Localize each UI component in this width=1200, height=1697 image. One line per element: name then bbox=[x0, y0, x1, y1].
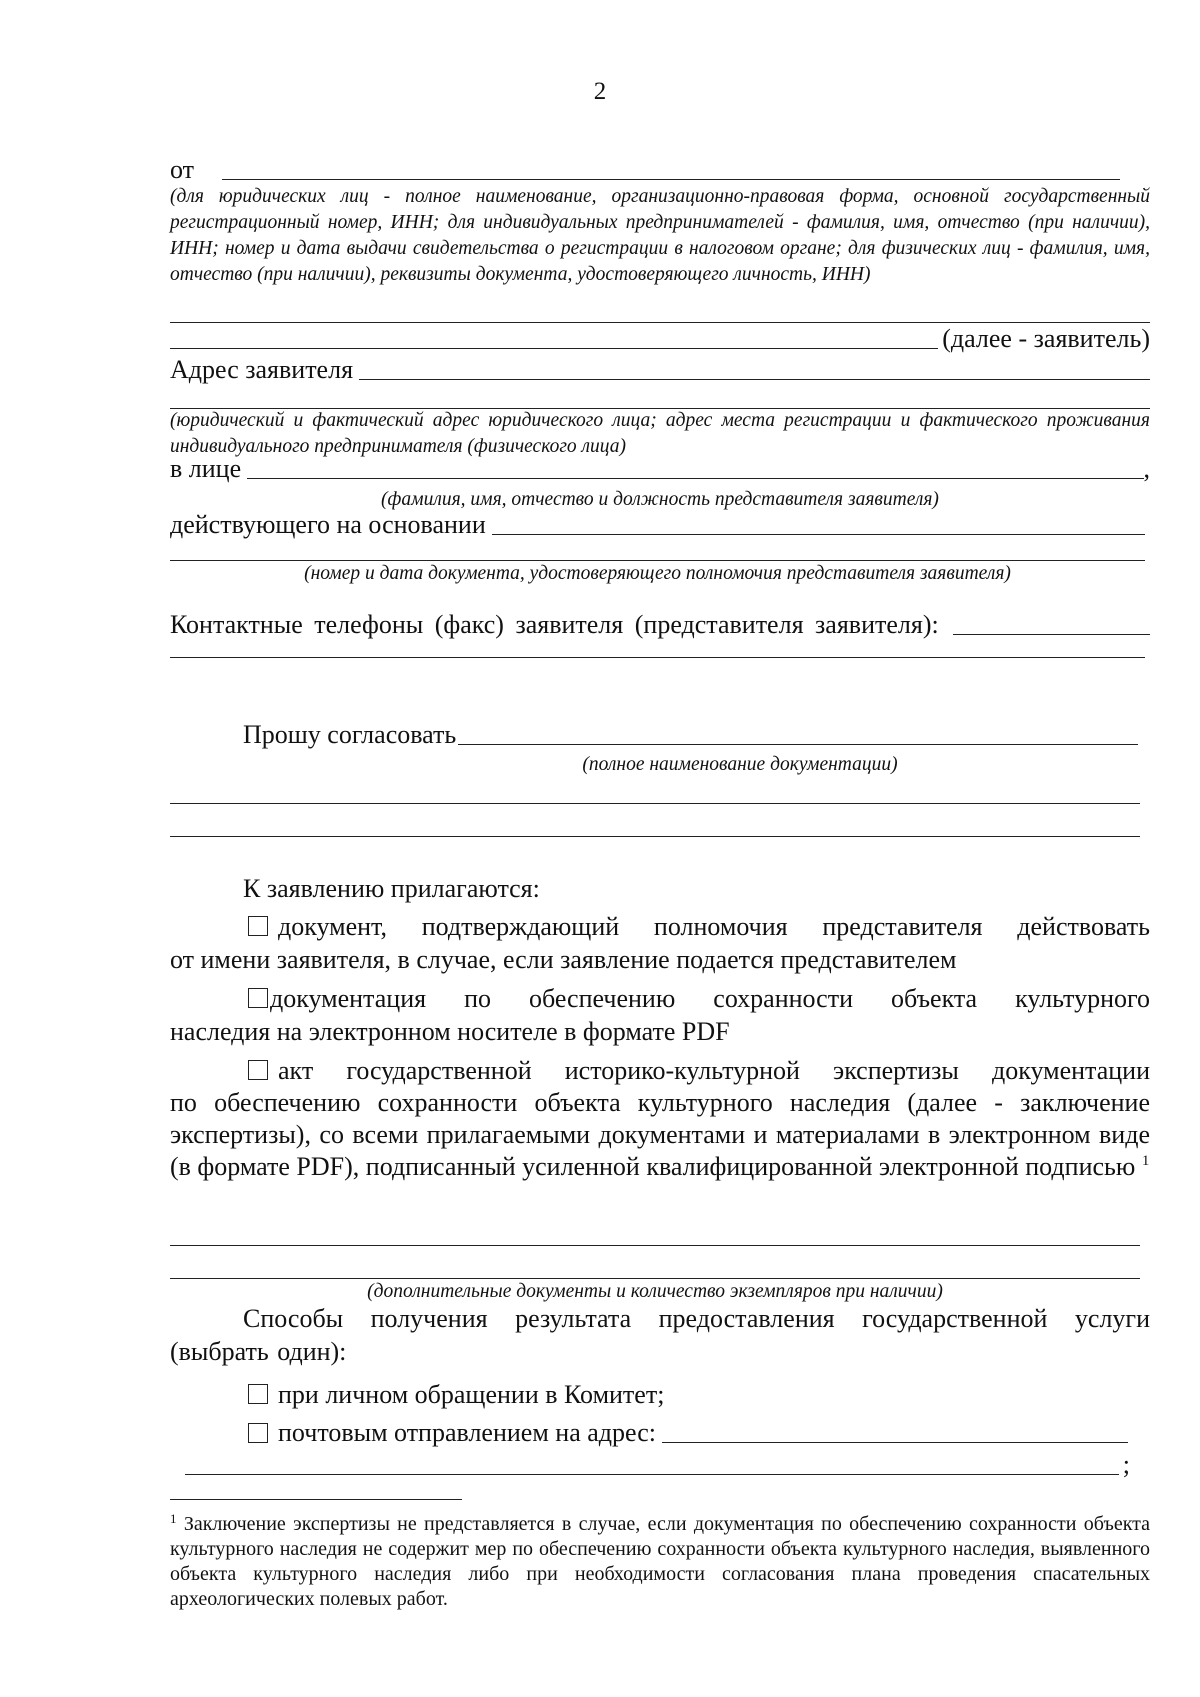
postal-address-row-2 bbox=[185, 1448, 1130, 1481]
page-number: 2 bbox=[593, 78, 607, 105]
from-hint: (для юридических лиц - полное наименование, организационно-правовая форма, основной государственный регистрационный номер, ИНН; для индивидуальных предпринимателей - фамилия, имя, отчество (при наличии), ИНН; номер и дата выдачи свидетельства о регистрации в налоговом органе; для физических лиц - фамилия, имя, отчество (при наличии), реквизиты документа, удостоверяющего личность, ИНН) bbox=[170, 186, 1150, 285]
basis-label: действующего на основании bbox=[170, 510, 486, 539]
request-input-line[interactable] bbox=[458, 744, 1138, 745]
phones-input-line[interactable] bbox=[953, 634, 1150, 635]
footnote-mark: 1 bbox=[170, 1511, 177, 1526]
additional-hint: (дополнительные документы и количество экземпляров при наличии) bbox=[367, 1281, 943, 1302]
person-comma: , bbox=[1143, 454, 1150, 483]
method-1-label: при личном обращении в Комитет; bbox=[278, 1380, 665, 1409]
person-input-line[interactable] bbox=[247, 478, 1143, 479]
request-line-3[interactable] bbox=[170, 836, 1140, 837]
request-line-2[interactable] bbox=[170, 803, 1140, 804]
person-row bbox=[170, 452, 1150, 485]
address-hint: (юридический и фактический адрес юридического лица; адрес места регистрации и фактического проживания индивидуального предпринимателя (физического лица) bbox=[170, 410, 1150, 457]
from-field bbox=[170, 153, 1120, 186]
footnote-ref[interactable]: 1 bbox=[1141, 1153, 1150, 1169]
attachment-1-rest: от имени заявителя, в случае, если заявление подается представителем bbox=[170, 945, 957, 974]
method-1-checkbox[interactable] bbox=[248, 1384, 268, 1404]
basis-row bbox=[170, 508, 1145, 541]
attachment-2-label: документация по обеспечению сохранности объекта культурного bbox=[270, 984, 1150, 1013]
footnote-separator bbox=[170, 1499, 462, 1500]
attachment-3-checkbox[interactable] bbox=[248, 1060, 268, 1080]
attachment-2-rest: наследия на электронном носителе в формате PDF bbox=[170, 1017, 730, 1046]
basis-input-line[interactable] bbox=[492, 534, 1145, 535]
method-2-label: почтовым отправлением на адрес: bbox=[278, 1418, 656, 1447]
attachment-3-rest bbox=[170, 1087, 1150, 1183]
attachment-2-checkbox[interactable] bbox=[248, 988, 268, 1008]
postal-address-input-line[interactable] bbox=[662, 1442, 1128, 1443]
attachment-3-line1 bbox=[248, 1054, 1150, 1087]
footnote-text: Заключение экспертизы не представляется в случае, если документация по обеспечению сохранности объекта культурного наследия не содержит мер по обеспечению сохранности объекта культурного наследия, выявленного объекта культурного наследия либо при необходимости согласования плана проведения спасательных археологических полевых работ. bbox=[170, 1513, 1151, 1610]
attachment-3-rest-text: по обеспечению сохранности объекта культурного наследия (далее - заключение экспертизы), со всеми прилагаемыми документами и материалами в электронном виде (в формате PDF), подписанный усиленной квалифицированной электронной подписью bbox=[170, 1088, 1150, 1181]
address-row bbox=[170, 353, 1150, 386]
basis-hint: (номер и дата документа, удостоверяющего полномочия представителя заявителя) bbox=[304, 563, 1011, 584]
phones-line-2[interactable] bbox=[170, 657, 1145, 658]
from-input-line[interactable] bbox=[222, 179, 1120, 180]
request-row bbox=[243, 718, 1138, 751]
footnote bbox=[170, 1512, 1150, 1612]
person-label: в лице bbox=[170, 454, 242, 483]
method-1 bbox=[248, 1378, 664, 1411]
methods-title: Способы получения результата предоставления государственной услуги (выбрать один): bbox=[170, 1304, 1150, 1366]
from-label: от bbox=[170, 155, 195, 184]
method-2-checkbox[interactable] bbox=[248, 1423, 268, 1443]
request-hint: (полное наименование документации) bbox=[582, 754, 898, 775]
attachment-1-line1 bbox=[248, 910, 1150, 943]
address-input-line[interactable] bbox=[359, 379, 1150, 380]
phones-label: Контактные телефоны (факс) заявителя (представителя заявителя): bbox=[170, 610, 939, 639]
address-end: ; bbox=[1122, 1450, 1130, 1479]
address-label: Адрес заявителя bbox=[170, 355, 354, 384]
applicant-suffix: (далее - заявитель) bbox=[942, 324, 1150, 353]
method-2 bbox=[248, 1416, 1128, 1449]
request-label: Прошу согласовать bbox=[243, 720, 457, 749]
applicant-name-row bbox=[170, 322, 1150, 355]
person-hint: (фамилия, имя, отчество и должность представителя заявителя) bbox=[381, 489, 939, 510]
attachments-title: К заявлению прилагаются: bbox=[243, 874, 540, 903]
attachment-2-line1 bbox=[248, 982, 1150, 1015]
phones-row bbox=[170, 608, 1150, 641]
attachment-3-label: акт государственной историко-культурной экспертизы документации bbox=[278, 1056, 1150, 1085]
applicant-input-line[interactable] bbox=[170, 348, 938, 349]
attachment-1-checkbox[interactable] bbox=[248, 916, 268, 936]
postal-address-input-line-2[interactable] bbox=[185, 1474, 1119, 1475]
attachment-1-label: документ, подтверждающий полномочия представителя действовать bbox=[278, 912, 1150, 941]
additional-line-1[interactable] bbox=[170, 1245, 1140, 1246]
